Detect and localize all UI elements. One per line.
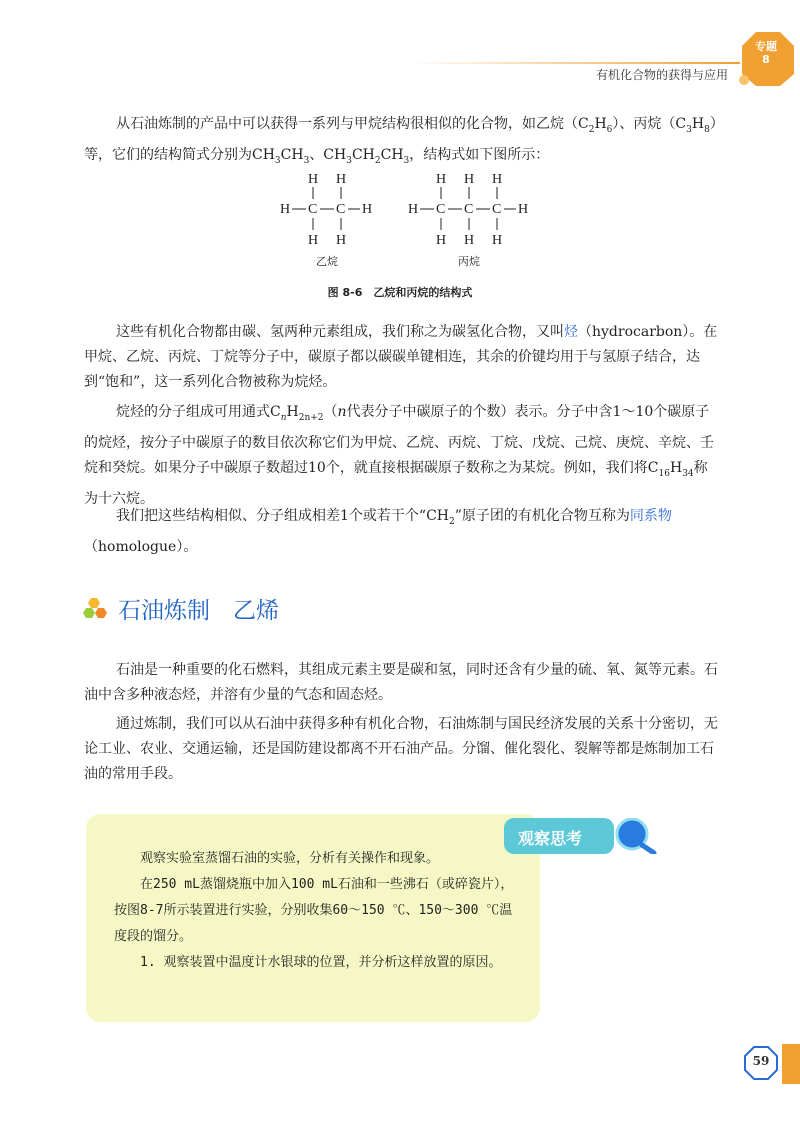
term-homologue: 同系物 bbox=[629, 508, 672, 524]
subscript: 3 bbox=[346, 155, 352, 166]
badge-line2: 8 bbox=[762, 53, 770, 66]
ethane-formula bbox=[280, 172, 372, 248]
text: H bbox=[286, 404, 299, 420]
variable-n: n bbox=[337, 404, 347, 420]
text: ”原子团的有机化合物互称为 bbox=[454, 508, 630, 524]
subscript: 3 bbox=[403, 155, 410, 166]
paragraph-hydrocarbon bbox=[84, 320, 720, 395]
text: ）等，它们的结构简式分别为CH bbox=[84, 116, 717, 163]
text: 代表分子中碳原子的个数）表示。分子中含1～10个碳原子的烷烃，按分子中碳原子的数目依次称它们为甲烷、乙烷、丙烷、丁烷、戊烷、己烷、庚烷、辛烷、壬烷和癸烷。如果分子中碳原子数超过10个，就直接根据碳原子数称之为某烷。例如，我们将C bbox=[84, 404, 714, 476]
subscript: n bbox=[280, 412, 287, 423]
text: H bbox=[669, 459, 683, 476]
text: ）、丙烷（C bbox=[612, 116, 687, 132]
chapter-badge-text bbox=[748, 40, 784, 66]
atom-h: H bbox=[308, 233, 319, 248]
observe-line-1: 观察实验室蒸馏石油的实验，分析有关操作和现象。 bbox=[140, 851, 440, 866]
atom-h: H bbox=[336, 172, 347, 187]
subscript: 16 bbox=[658, 468, 670, 479]
subscript: 2 bbox=[374, 155, 381, 166]
subscript: 6 bbox=[606, 124, 613, 135]
figure-caption: 图 8-6 乙烷和丙烷的结构式 bbox=[327, 286, 473, 299]
atom-h: H bbox=[308, 172, 319, 187]
text: ，结构式如下图所示： bbox=[409, 146, 550, 163]
text: CH bbox=[280, 146, 304, 163]
text: （ bbox=[323, 404, 338, 420]
subscript: 3 bbox=[686, 124, 692, 135]
text: H bbox=[691, 116, 705, 132]
section-hexagons-icon bbox=[82, 596, 114, 624]
text: CH bbox=[380, 146, 404, 163]
text: H bbox=[594, 116, 607, 132]
text: 称为十六烷。 bbox=[84, 459, 708, 507]
atom-h: H bbox=[280, 202, 291, 217]
subscript: 2 bbox=[588, 124, 595, 135]
paragraph-petroleum: 石油是一种重要的化石燃料，其组成元素主要是碳和氢，同时还含有少量的硫、氧、氮等元素。石油中含多种液态烃，并溶有少量的气态和固态烃。 bbox=[84, 662, 718, 703]
atom-h: H bbox=[336, 233, 347, 248]
atom-c: C bbox=[336, 202, 346, 217]
subscript: 34 bbox=[682, 468, 694, 479]
header-rule bbox=[410, 62, 740, 64]
text: 烷烃的分子组成可用通式C bbox=[116, 404, 281, 420]
atom-h: H bbox=[492, 172, 503, 187]
subscript: 3 bbox=[274, 155, 281, 166]
subscript: 8 bbox=[704, 124, 710, 135]
atom-c: C bbox=[464, 202, 474, 217]
text: 从石油炼制的产品中可以获得一系列与甲烷结构很相似的化合物，如乙烷（C bbox=[116, 116, 589, 132]
atom-c: C bbox=[492, 202, 502, 217]
observe-label: 观察思考 bbox=[518, 829, 583, 848]
propane-label: 丙烷 bbox=[458, 255, 480, 268]
atom-c: C bbox=[436, 202, 446, 217]
atom-h: H bbox=[436, 233, 447, 248]
structural-formula-figure bbox=[270, 165, 550, 275]
text: （hydrocarbon）。在甲烷、乙烷、丙烷、丁烷等分子中，碳原子都以碳碳单键相连，其余的价键均用于与氢原子结合，达到“饱和”，这一系列化合物被称为烷烃。 bbox=[84, 324, 718, 390]
atom-h: H bbox=[408, 202, 419, 217]
badge-dot-icon bbox=[739, 75, 749, 85]
subscript: 3 bbox=[303, 155, 310, 166]
subscript: 2 bbox=[448, 516, 455, 527]
text: 我们把这些结构相似、分子组成相差1个或若干个“CH bbox=[116, 508, 449, 524]
observe-line-3: 1. 观察装置中温度计水银球的位置，并分析这样放置的原因。 bbox=[140, 955, 502, 970]
text: CH bbox=[351, 146, 375, 163]
page-number: 59 bbox=[752, 1054, 770, 1068]
section-title: 石油炼制 乙烯 bbox=[118, 598, 279, 624]
text: 这些有机化合物都由碳、氢两种元素组成，我们称之为碳氢化合物，又叫 bbox=[116, 324, 564, 340]
paragraph-homologue bbox=[84, 504, 720, 560]
text: （homologue）。 bbox=[84, 538, 198, 555]
atom-h: H bbox=[436, 172, 447, 187]
atom-h: H bbox=[492, 233, 503, 248]
paragraph-refining: 通过炼制，我们可以从石油中获得多种有机化合物，石油炼制与国民经济发展的关系十分密切，无论工业、农业、交通运输，还是国防建设都离不开石油产品。分馏、催化裂化、裂解等都是炼制加工石油的常用手段。 bbox=[84, 716, 718, 782]
paragraph-general-formula bbox=[84, 400, 720, 512]
observe-line-2: 在250 mL蒸馏烧瓶中加入100 mL石油和一些沸石（或碎瓷片），按图8-7所示装置进行实验，分别收集60～150 ℃、150～300 ℃温度段的馏分。 bbox=[114, 877, 514, 944]
subscript: 2n+2 bbox=[298, 412, 324, 423]
ethane-label: 乙烷 bbox=[316, 255, 338, 268]
atom-h: H bbox=[464, 233, 475, 248]
atom-h: H bbox=[464, 172, 475, 187]
atom-h: H bbox=[518, 202, 529, 217]
text: 、CH bbox=[309, 146, 347, 163]
term-hydrocarbon: 烃 bbox=[564, 324, 578, 340]
atom-c: C bbox=[308, 202, 318, 217]
atom-h: H bbox=[362, 202, 373, 217]
page-edge-tab bbox=[782, 1044, 800, 1084]
badge-line1: 专题 bbox=[755, 40, 777, 53]
propane-formula bbox=[408, 172, 528, 248]
chapter-title: 有机化合物的获得与应用 bbox=[595, 68, 728, 82]
